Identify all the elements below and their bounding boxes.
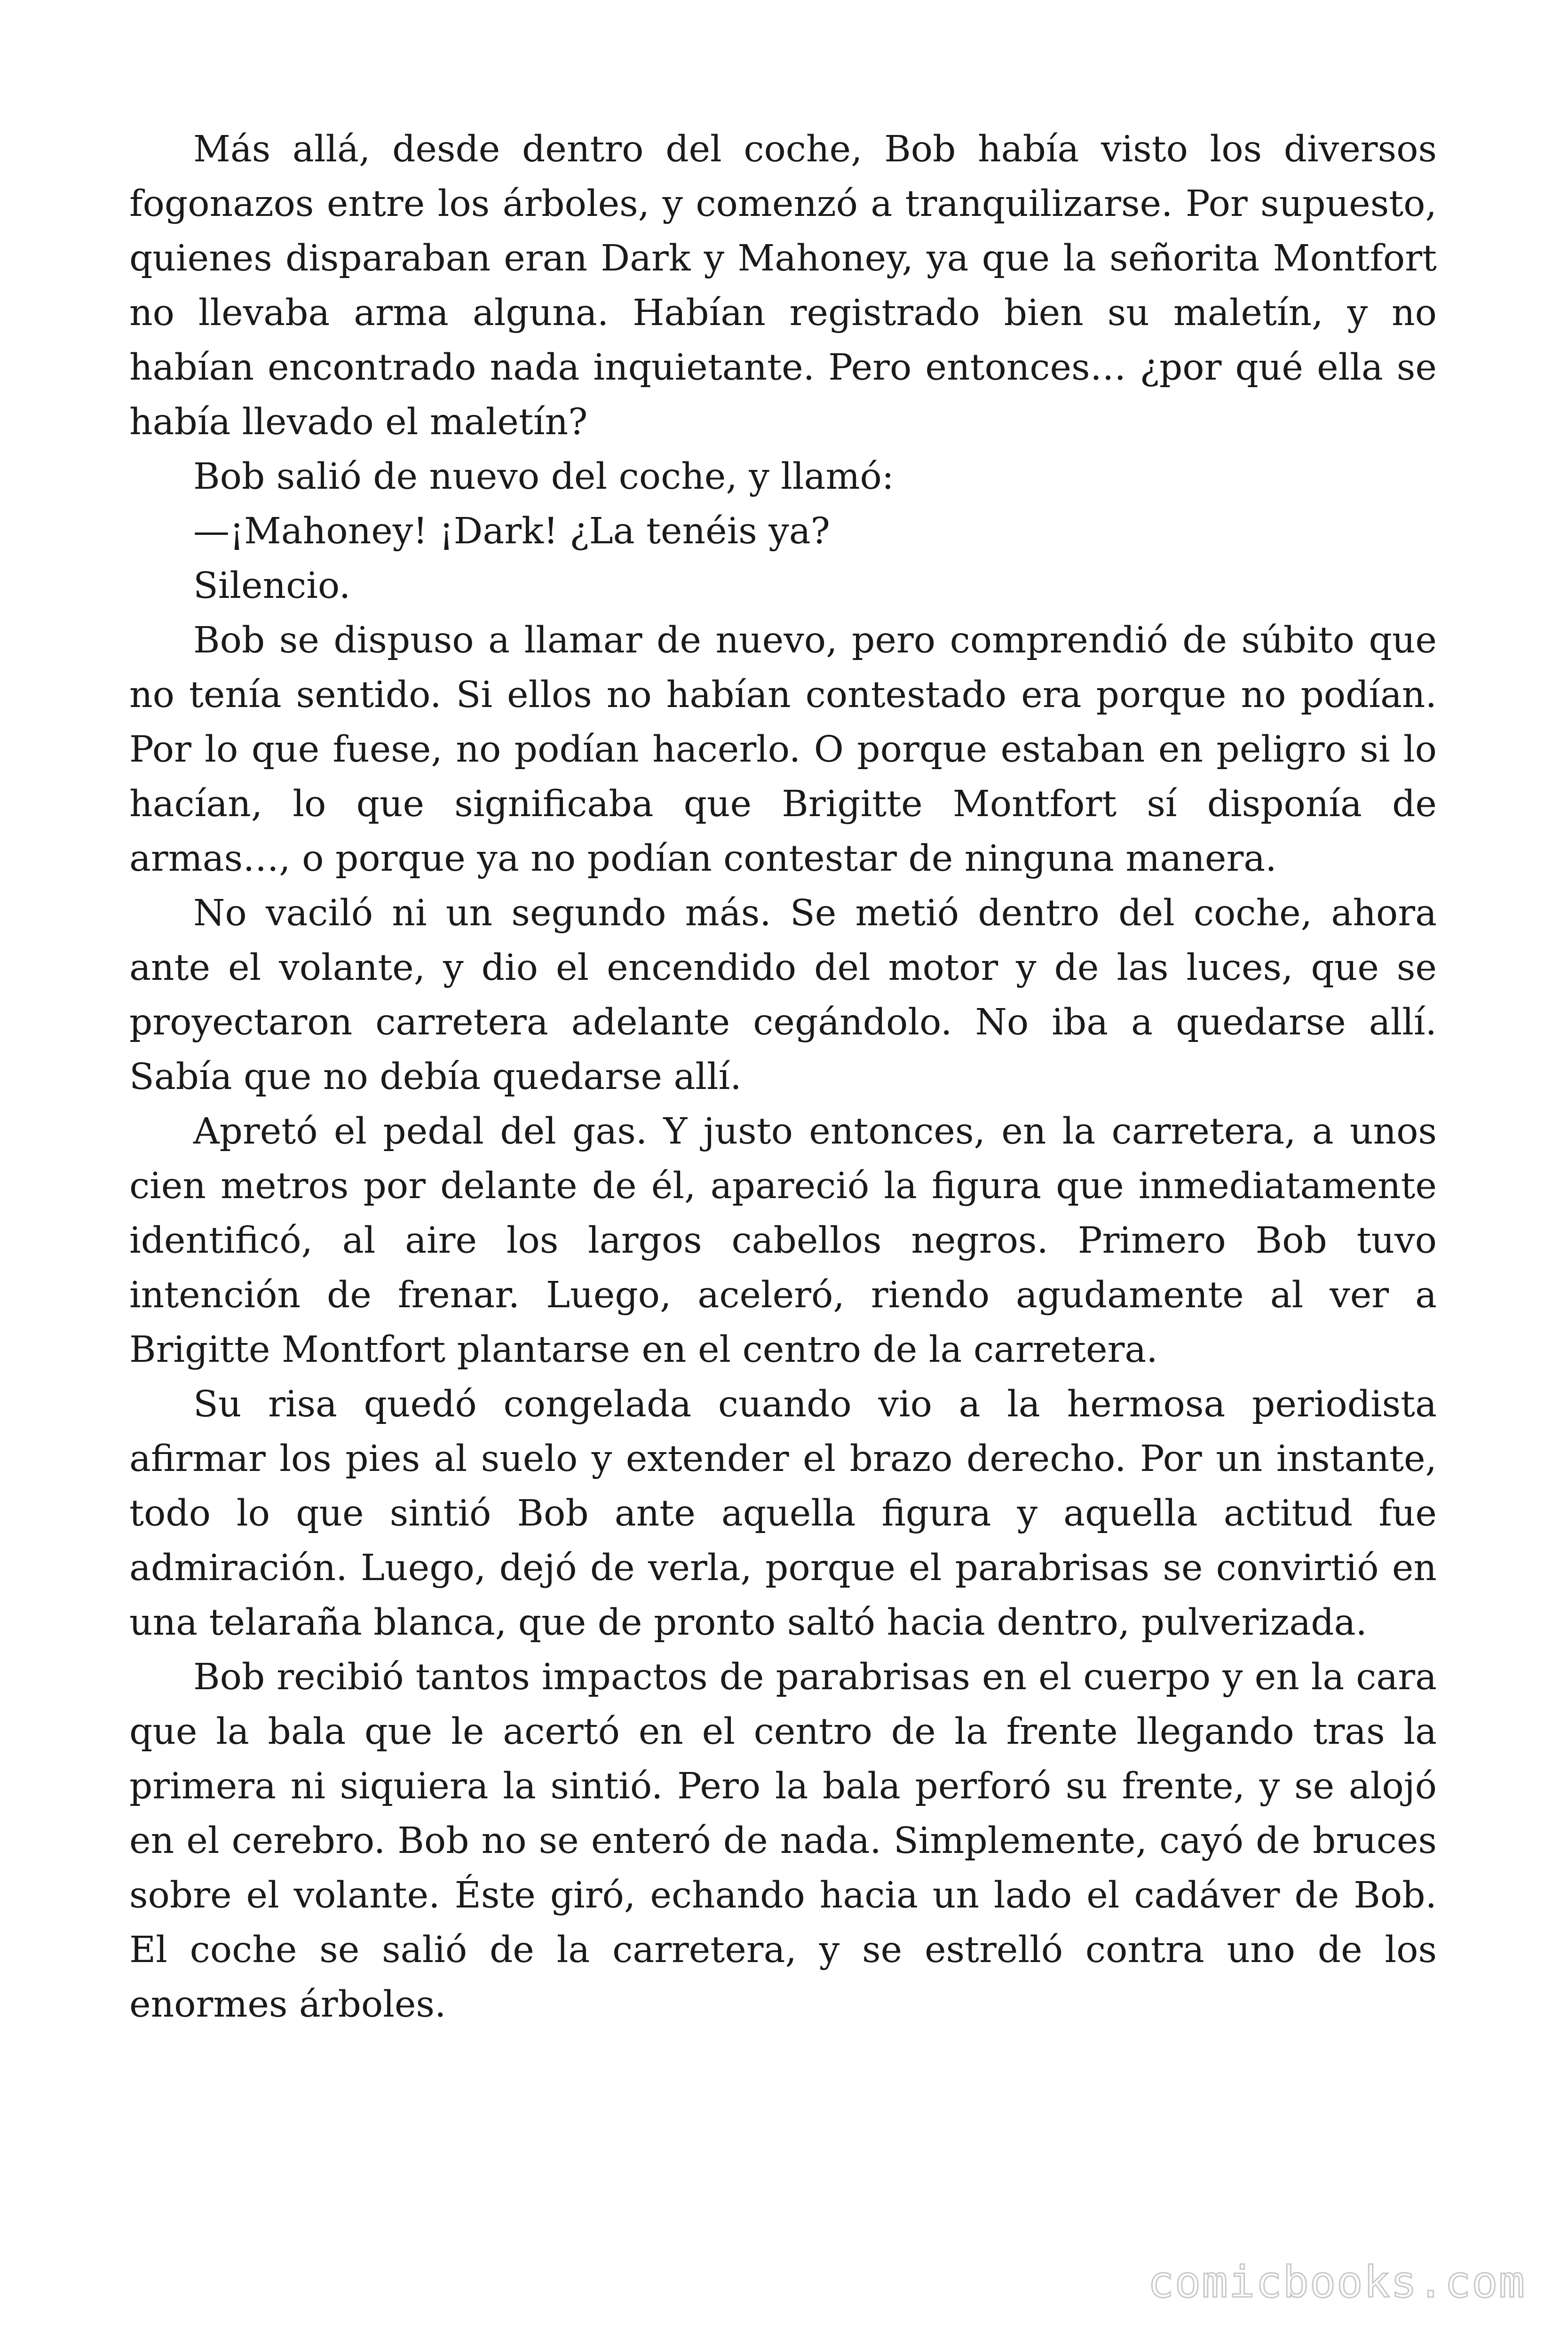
paragraph: Apretó el pedal del gas. Y justo entonces, en la carretera, a unos cien metros por delante de él, apareció la figura que inmediatamente identificó, al aire los largos cabellos negros. Primero Bob tuvo intención de frenar. Luego, aceleró, riendo agudamente al ver a Brigitte Montfort plantarse en el centro de la carretera. — [129, 1111, 1437, 1371]
body-text — [129, 122, 1437, 2032]
paragraph: Su risa quedó congelada cuando vio a la hermosa periodista afirmar los pies al suelo y extender el brazo derecho. Por un instante, todo lo que sintió Bob ante aquella figura y aquella actitud fue admiración. Luego, dejó de verla, porque el parabrisas se convirtió en una telaraña blanca, que de pronto saltó hacia dentro, pulverizada. — [129, 1383, 1437, 1644]
paragraph: Bob salió de nuevo del coche, y llamó: — [193, 456, 894, 498]
paragraph: Silencio. — [193, 565, 351, 607]
paragraph: No vaciló ni un segundo más. Se metió dentro del coche, ahora ante el volante, y dio el encendido del motor y de las luces, que se proyectaron carretera adelante cegándolo. No iba a quedarse allí. Sabía que no debía quedarse allí. — [129, 892, 1437, 1098]
paragraph: Bob recibió tantos impactos de parabrisas en el cuerpo y en la cara que la bala que le acertó en el centro de la frente llegando tras la primera ni siquiera la sintió. Pero la bala perforó su frente, y se alojó en el cerebro. Bob no se enteró de nada. Simplemente, cayó de bruces sobre el volante. Éste giró, echando hacia un lado el cadáver de Bob. El coche se salió de la carretera, y se estrelló contra uno de los enormes árboles. — [129, 1656, 1437, 2026]
paragraph: Bob se dispuso a llamar de nuevo, pero comprendió de súbito que no tenía sentido. Si ellos no habían contestado era porque no podían. Por lo que fuese, no podían hacerlo. O porque estaban en peligro si lo hacían, lo que significaba que Brigitte Montfort sí disponía de armas…, o porque ya no podían contestar de ninguna manera. — [129, 620, 1437, 880]
paragraph: —¡Mahoney! ¡Dark! ¿La tenéis ya? — [193, 510, 830, 552]
watermark: comicbooks.com — [1148, 2257, 1526, 2307]
paragraph: Más allá, desde dentro del coche, Bob había visto los diversos fogonazos entre los árboles, y comenzó a tranquilizarse. Por supuesto, quienes disparaban eran Dark y Mahoney, ya que la señorita Montfort no llevaba arma alguna. Habían registrado bien su maletín, y no habían encontrado nada inquietante. Pero entonces… ¿por qué ella se había llevado el maletín? — [129, 128, 1437, 443]
